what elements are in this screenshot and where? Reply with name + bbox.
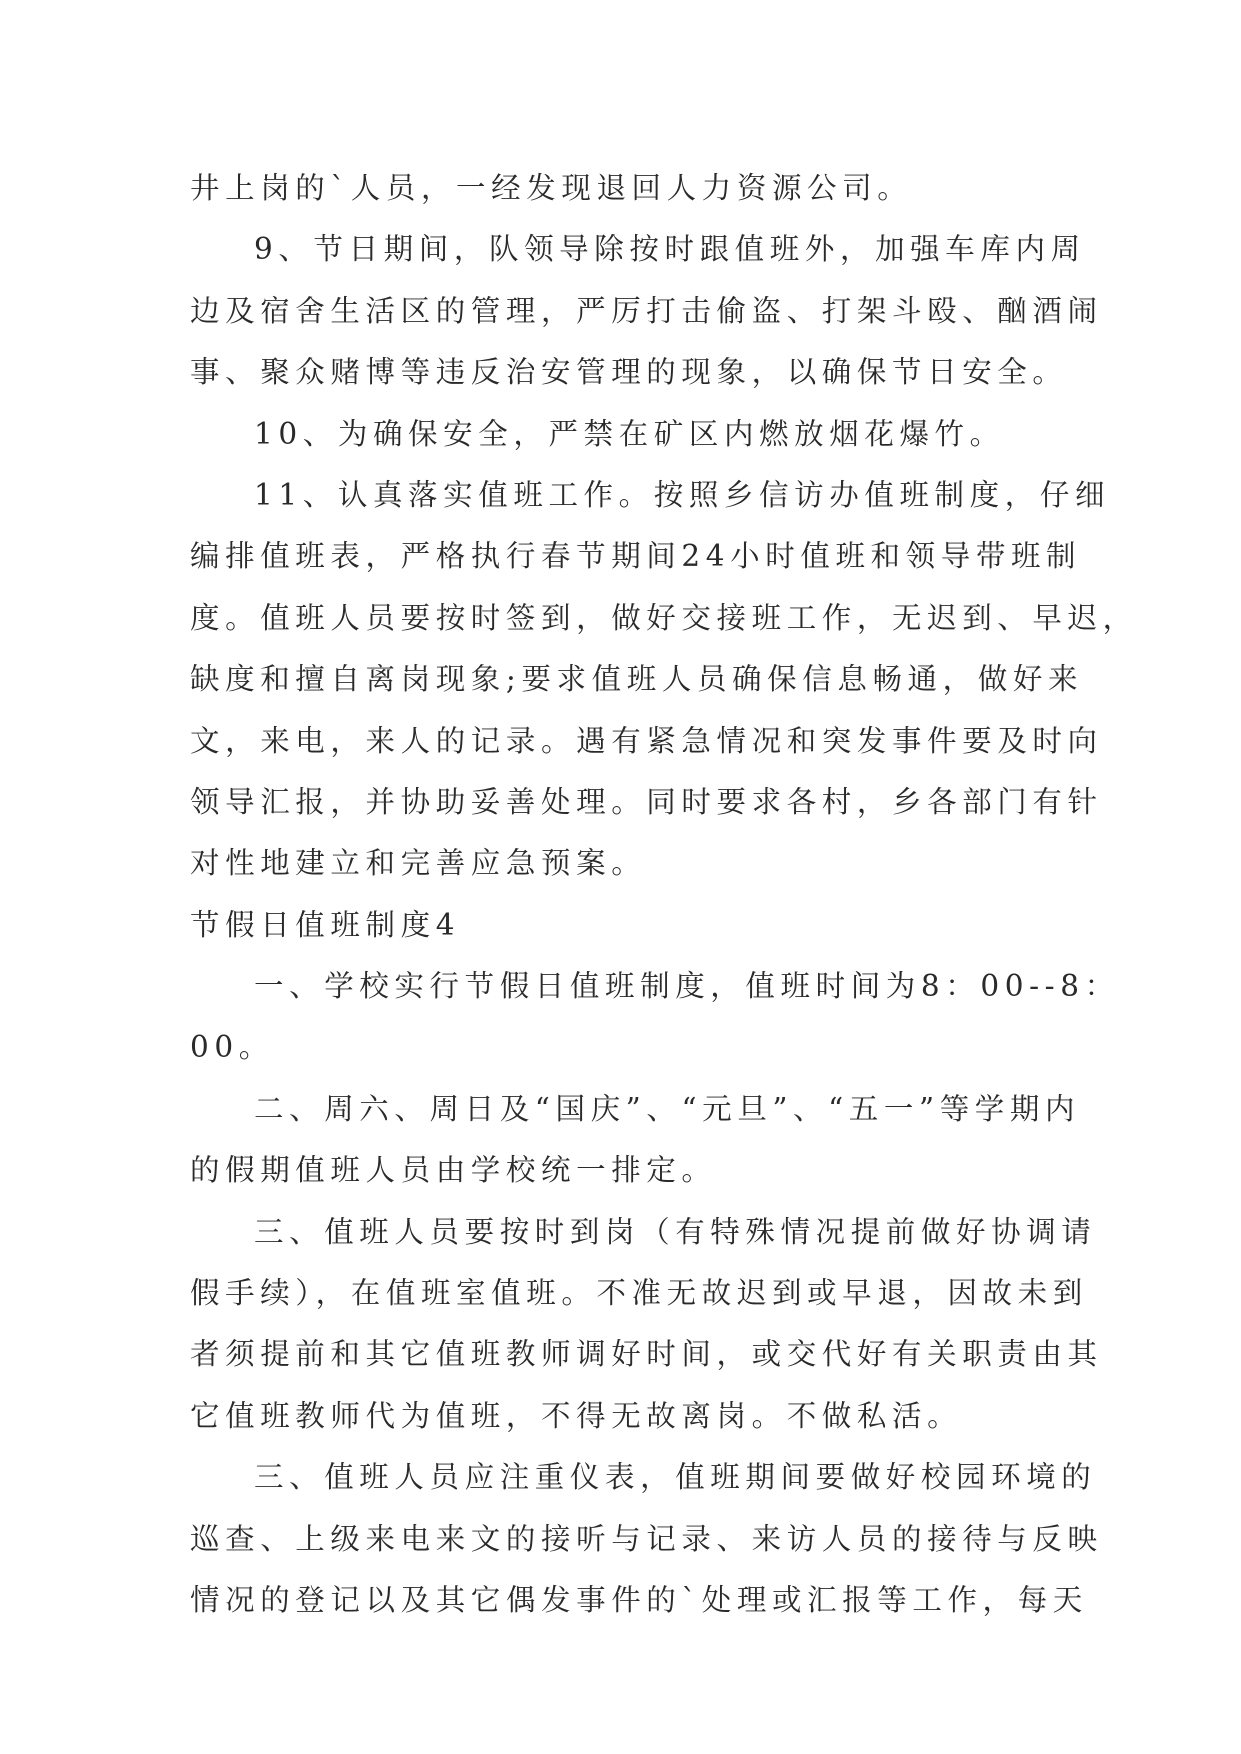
text-line: 三、值班人员应注重仪表，值班期间要做好校园环境的 bbox=[254, 1460, 1097, 1495]
text-line: 情况的登记以及其它偶发事件的`处理或汇报等工作，每天 bbox=[190, 1582, 1088, 1617]
text-line: 11、认真落实值班工作。按照乡信访办值班制度，仔细 bbox=[254, 477, 1111, 512]
text-line: 10、为确保安全，严禁在矿区内燃放烟花爆竹。 bbox=[254, 416, 1005, 451]
text-line: 假手续），在值班室值班。不准无故迟到或早退，因故未到 bbox=[190, 1276, 1088, 1311]
text-line: 文，来电，来人的记录。遇有紧急情况和突发事件要及时向 bbox=[190, 723, 1103, 758]
text-line: 的假期值班人员由学校统一排定。 bbox=[190, 1153, 717, 1188]
text-line: 者须提前和其它值班教师调好时间，或交代好有关职责由其 bbox=[190, 1337, 1103, 1372]
text-line: 缺度和擅自离岗现象;要求值班人员确保信息畅通，做好来 bbox=[190, 662, 1084, 697]
text-line: 事、聚众赌博等违反治安管理的现象，以确保节日安全。 bbox=[190, 355, 1068, 390]
text-line: 一、学校实行节假日值班制度，值班时间为8：00--8： bbox=[254, 969, 1120, 1004]
text-line: 二、周六、周日及“国庆”、“元旦”、“五一”等学期内 bbox=[254, 1091, 1081, 1126]
document-body bbox=[190, 158, 1138, 1631]
text-line: 巡查、上级来电来文的接听与记录、来访人员的接待与反映 bbox=[190, 1521, 1103, 1556]
text-line: 三、值班人员要按时到岗（有特殊情况提前做好协调请 bbox=[254, 1214, 1097, 1249]
text-line: 9、节日期间，队领导除按时跟值班外，加强车库内周 bbox=[254, 232, 1086, 267]
text-line: 编排值班表，严格执行春节期间24小时值班和领导带班制 bbox=[190, 539, 1082, 574]
text-line: 它值班教师代为值班，不得无故离岗。不做私活。 bbox=[190, 1398, 963, 1433]
text-line: 00。 bbox=[190, 1030, 274, 1065]
section-heading: 节假日值班制度4 bbox=[190, 907, 461, 942]
text-line: 对性地建立和完善应急预案。 bbox=[190, 846, 647, 881]
text-line: 井上岗的`人员，一经发现退回人力资源公司。 bbox=[190, 171, 913, 205]
text-line: 领导汇报，并协助妥善处理。同时要求各村，乡各部门有针 bbox=[190, 784, 1103, 819]
text-line: 度。值班人员要按时签到，做好交接班工作，无迟到、早迟， bbox=[190, 600, 1138, 635]
text-line: 边及宿舍生活区的管理，严厉打击偷盗、打架斗殴、酗酒闹 bbox=[190, 293, 1103, 328]
